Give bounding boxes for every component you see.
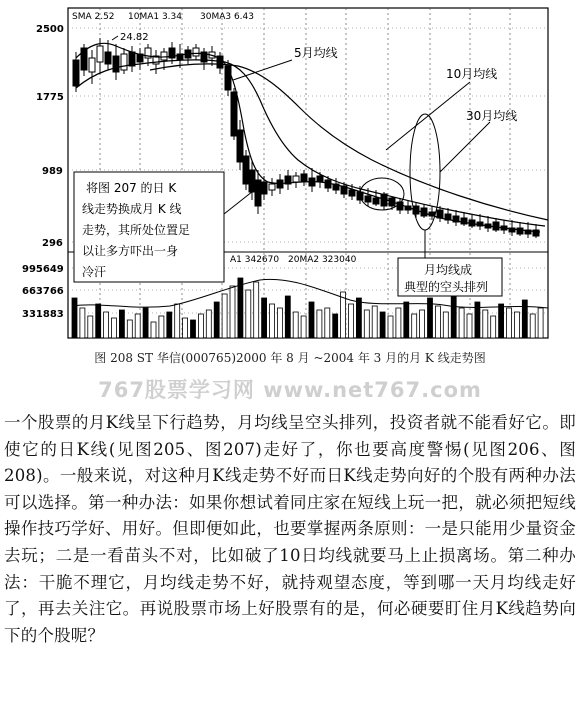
chart-svg (0, 0, 580, 345)
candle-body (269, 184, 275, 190)
volume-bar (341, 292, 346, 338)
candle-body (129, 52, 135, 66)
candle-body (317, 176, 323, 182)
volume-bar (191, 320, 196, 338)
volume-bar (396, 308, 401, 338)
candle-body (255, 180, 261, 206)
candle-body (373, 198, 379, 204)
volume-bar (238, 278, 243, 338)
volume-bar (293, 312, 298, 338)
candle-body (73, 60, 79, 86)
candle-body (105, 52, 111, 64)
volume-bar (151, 322, 156, 338)
vol-tick-995649: 995649 (22, 264, 64, 275)
volume-bar (88, 316, 93, 338)
y-tick-296: 296 (42, 238, 63, 249)
candle-body (261, 182, 267, 194)
volume-bar (356, 298, 361, 338)
y-tick-989: 989 (42, 166, 63, 177)
volume-bar (198, 314, 203, 338)
candle-body (277, 180, 283, 188)
candle-body (293, 176, 299, 182)
vol-a1-label: A1 342670 (230, 255, 280, 265)
note-line-3: 走势，其所处位置足 (82, 223, 191, 237)
candle-body (243, 156, 249, 184)
volume-bar (119, 310, 124, 338)
volume-bar (135, 314, 140, 338)
y-tick-2500: 2500 (36, 24, 64, 35)
candle-body (249, 170, 255, 192)
volume-bar (317, 310, 322, 338)
volume-bar (483, 310, 488, 338)
volume-bar (230, 286, 235, 338)
volume-bar (349, 304, 354, 338)
body-paragraph: 一个股票的月K线呈下行趋势，月均线呈空头排列，投资者就不能看好它。即使它的日K线(见图205、图207)走好了，你也要高度警惕(见图206、图208)。一般来说，对这种月K线走势不好而日K线走势向好的个股有两种办法可以选择。第一种办法：如果你想试着同庄家在短线上玩一把，就必须把短线操作技巧学好、用好。但即便如此，也要掌握两条原则：一是只能用少量资金去玩；二是一看苗头不对，比如破了10日均线就要马上止损离场。第二种办法：干脆不理它，月均线走势不好，就持观望态度，等到哪一天月均线走好了，再去关注它。再说股票市场上好股票有的是，何必硬要盯住月K线趋势向下的个股呢？ (4, 413, 576, 645)
sma-label: SMA 2.52 (72, 12, 115, 22)
volume-bar (451, 294, 456, 338)
ma10-leader (386, 82, 470, 150)
volume-bar (443, 312, 448, 338)
ma3-label: 30MA3 6.43 (200, 12, 254, 22)
note-line-5: 冷汗 (82, 265, 107, 279)
ma1-label: 10MA1 3.34 (128, 12, 182, 22)
arrangement-line-1: 月均线成 (424, 263, 473, 277)
monthly-kline-chart (0, 0, 580, 345)
volume-bar (222, 294, 227, 338)
volume-bar (522, 300, 527, 338)
vol-ma2-label: 20MA2 323040 (288, 255, 357, 265)
volume-bar (277, 308, 282, 338)
candle-body (493, 222, 499, 230)
volume-bar (262, 298, 267, 338)
volume-bar (309, 302, 314, 338)
note-line-2: 线走势换成月 K 线 (82, 202, 182, 216)
volume-bar (159, 316, 164, 338)
volume-bar (72, 298, 77, 338)
candle-body (349, 190, 355, 196)
volume-bar (364, 310, 369, 338)
figure-caption: 图 208 ST 华信(000765)2000 年 8 月 ~2004 年 3 月的月 K 线走势图 (94, 351, 486, 365)
candle-body (517, 228, 523, 234)
volume-bar (459, 308, 464, 338)
volume-bar (301, 316, 306, 338)
peak-marker (112, 36, 118, 40)
arrangement-line-2: 典型的空头排列 (404, 280, 489, 294)
vol-tick-331883: 331883 (22, 309, 64, 320)
ma30-label: 30月均线 (466, 109, 518, 123)
vol-tick-663766: 663766 (22, 286, 64, 297)
volume-bar (270, 304, 275, 338)
candle-body (121, 54, 127, 70)
volume-bar (538, 308, 543, 338)
volume-bar (412, 314, 417, 338)
candle-body (161, 52, 167, 60)
peak-label: 24.82 (120, 32, 149, 43)
volume-bar (127, 320, 132, 338)
volume-bar (420, 310, 425, 338)
volume-bar (507, 308, 512, 338)
volume-bar (167, 312, 172, 338)
volume-bar (104, 312, 109, 338)
candle-body (365, 196, 371, 202)
volume-bar (325, 308, 330, 338)
candle-body (113, 56, 119, 72)
volume-bar (175, 304, 180, 338)
volume-bar (435, 306, 440, 338)
volume-bar (183, 318, 188, 338)
ma5-label: 5月均线 (294, 46, 338, 60)
volume-bar (372, 306, 377, 338)
volume-bar (467, 314, 472, 338)
note-line-1: 将图 207 的日 K (86, 181, 177, 195)
ma10-label: 10月均线 (446, 67, 498, 81)
volume-bar (491, 316, 496, 338)
candle-body (97, 46, 103, 62)
volume-bar (285, 296, 290, 338)
volume-bar (96, 304, 101, 338)
volume-bar (80, 308, 85, 338)
candle-body (237, 130, 243, 162)
volume-bar (388, 316, 393, 338)
ma30-leader (440, 122, 490, 172)
volume-bar (380, 312, 385, 338)
volume-bar (112, 318, 117, 338)
volume-bar (246, 290, 251, 338)
volume-bar (530, 314, 535, 338)
volume-bar (499, 304, 504, 338)
volume-bar (333, 314, 338, 338)
candle-body (193, 48, 199, 56)
candle-body (89, 58, 95, 72)
volume-bar (214, 302, 219, 338)
volume-bar (206, 310, 211, 338)
volume-bar (143, 308, 148, 338)
volume-bar (514, 312, 519, 338)
volume-bar (404, 302, 409, 338)
watermark: 767股票学习网 www.net767.com (98, 378, 482, 402)
note-line-4: 以让多方吓出一身 (82, 244, 179, 258)
candle-body (301, 174, 307, 182)
y-tick-1775: 1775 (36, 92, 64, 103)
candle-body (231, 92, 237, 136)
volume-bar (254, 282, 259, 338)
